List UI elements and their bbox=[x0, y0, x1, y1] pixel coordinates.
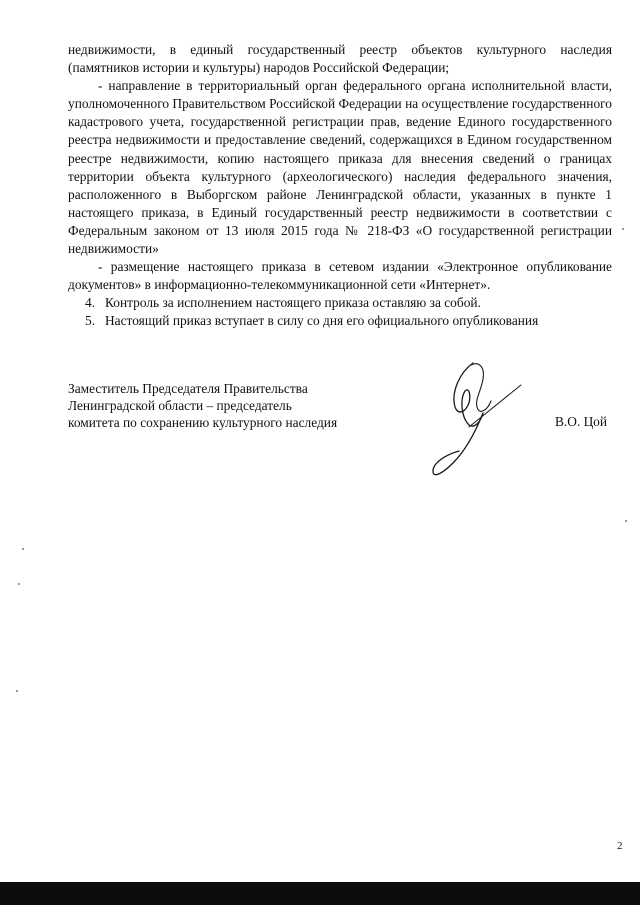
paragraph-continuation-end: (памятников истории и культуры) народов Российской Федерации; bbox=[68, 60, 450, 76]
list-item-number: 5. bbox=[85, 313, 96, 329]
list-item bbox=[68, 294, 612, 312]
signatory-title-line: комитета по сохранению культурного наследия bbox=[68, 415, 338, 430]
document-body bbox=[68, 41, 612, 331]
list-item bbox=[68, 312, 612, 330]
scan-bottom-border bbox=[0, 882, 640, 905]
list-item-number: 4. bbox=[85, 295, 96, 311]
scan-speck bbox=[18, 583, 20, 585]
page-number: 2 bbox=[617, 840, 623, 852]
signatory-title-line: Заместитель Председателя Правительства bbox=[68, 381, 308, 396]
signatory-title-line: Ленинградской области – председатель bbox=[68, 398, 292, 413]
list-item-text: Настоящий приказ вступает в силу со дня его официального опубликования bbox=[105, 313, 539, 329]
paragraph-registry-direction: - направление в территориальный орган федерального органа исполнительной власти, уполномоченного Правительством Российской Федерации на осуществление государственного кадастрового учета, государственной регистрации прав, ведение Единого государственного реестра недвижимости и предоставление сведений, содержащихся в Едином государственном реестре недвижимости, копию настоящего приказа для внесения сведений о границах территории объекта культурного (археологического) наследия федерального значения, расположенного в Выборгском районе Ленинградской области, указанных в пункте 1 настоящего приказа, в Единый государственный реестр недвижимости в соответствии с Федеральным законом от 13 июля 2015 года № 218-ФЗ «О государственной регистрации недвижимости» bbox=[68, 78, 612, 257]
scan-speck bbox=[22, 548, 24, 550]
signatory-title bbox=[68, 380, 398, 431]
scan-speck bbox=[625, 520, 627, 522]
scan-speck bbox=[16, 690, 18, 692]
list-item-text: Контроль за исполнением настоящего приказа оставляю за собой. bbox=[105, 295, 481, 311]
paragraph-publication: - размещение настоящего приказа в сетевом издании «Электронное опубликование документов» в информационно-телекоммуникационной сети «Интернет». bbox=[68, 259, 612, 293]
scan-speck bbox=[622, 228, 624, 230]
signatory-name: В.О. Цой bbox=[555, 414, 607, 429]
handwritten-signature bbox=[425, 355, 535, 490]
paragraph-continuation: недвижимости, в единый государственный реестр объектов культурного наследия bbox=[68, 42, 612, 57]
